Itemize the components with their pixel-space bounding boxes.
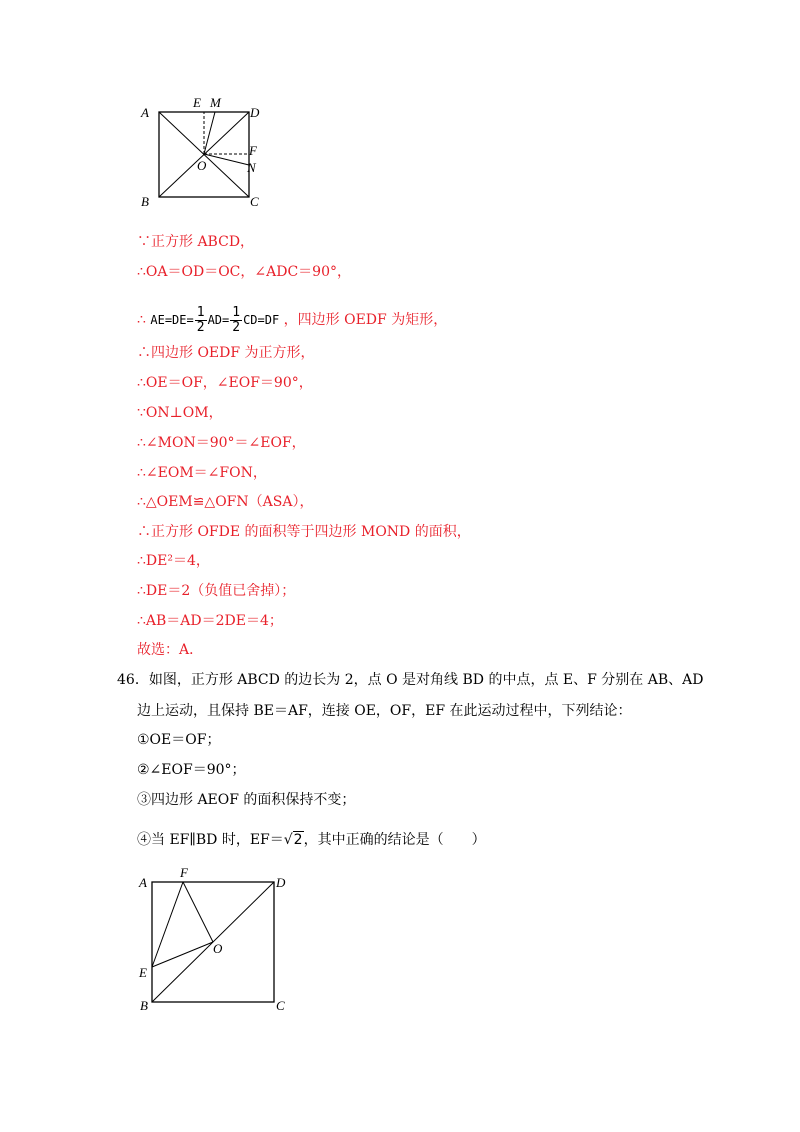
label-e-2: E — [139, 965, 147, 980]
segment-om — [204, 112, 215, 154]
solution-line-1: ∵正方形 ABCD， — [137, 234, 255, 250]
label-e: E — [193, 95, 201, 110]
solution-line-4: ∴四边形 OEDF 为正方形， — [137, 345, 315, 361]
option-4-prefix: ④当 EF∥BD 时，EF＝ — [137, 832, 284, 848]
figure-square-mond — [135, 92, 270, 212]
option-2: ②∠EOF＝90°； — [137, 762, 246, 778]
label-a-2: A — [139, 875, 147, 890]
label-a: A — [141, 105, 149, 120]
figure-square-aeof — [135, 865, 295, 1015]
solution-line-2: ∴OA＝OD＝OC，∠ADC＝90°， — [137, 264, 351, 280]
label-f-2: F — [180, 865, 188, 880]
sqrt-two: √2 — [283, 832, 303, 848]
segment-eo — [152, 942, 213, 967]
option-1: ①OE＝OF； — [137, 732, 221, 748]
label-c-2: C — [276, 998, 285, 1013]
solution-line-11: ∴DE²＝4， — [137, 553, 210, 569]
solution-line-7: ∴∠MON＝90°＝∠EOF， — [137, 435, 306, 451]
label-b: B — [141, 194, 149, 209]
solution-line-12: ∴DE＝2（负值已舍掉）； — [137, 583, 296, 599]
option-4-suffix: ，其中正确的结论是（ ） — [303, 832, 486, 848]
label-n: N — [247, 160, 256, 175]
option-3: ③四边形 AEOF 的面积保持不变； — [137, 792, 356, 808]
solution-line-14: 故选：A． — [137, 642, 204, 658]
label-f: F — [249, 143, 257, 158]
equation-ae-de: AE=DE= $\frac{1}{2}$ AD= $\frac{1}{2}$ CD=DF — [150, 305, 280, 335]
equation-tail: ，四边形 OEDF 为矩形， — [283, 312, 448, 328]
label-d-2: D — [276, 875, 286, 890]
label-o: O — [197, 158, 207, 173]
label-d: D — [250, 105, 260, 120]
label-b-2: B — [140, 998, 148, 1013]
solution-line-10: ∴正方形 OFDE 的面积等于四边形 MOND 的面积， — [137, 524, 471, 540]
segment-fo — [183, 882, 213, 942]
problem-46-line-2: 边上运动，且保持 BE＝AF，连接 OE，OF，EF 在此运动过程中，下列结论： — [137, 703, 632, 719]
option-4 — [137, 830, 486, 850]
label-o-2: O — [213, 941, 223, 956]
label-c: C — [250, 194, 259, 209]
solution-line-3 — [137, 300, 447, 340]
segment-ef — [152, 882, 183, 967]
solution-line-5: ∴OE＝OF，∠EOF＝90°， — [137, 375, 313, 391]
solution-line-13: ∴AB＝AD＝2DE＝4； — [137, 613, 283, 629]
solution-line-6: ∵ON⊥OM， — [137, 405, 223, 421]
therefore-symbol: ∴ — [137, 312, 146, 328]
problem-46-line-1: 46．如图，正方形 ABCD 的边长为 2，点 O 是对角线 BD 的中点，点 E、F 分别在 AB、AD — [117, 672, 704, 688]
solution-line-8: ∴∠EOM＝∠FON， — [137, 465, 267, 481]
label-m: M — [210, 95, 221, 110]
segment-on — [204, 154, 249, 165]
solution-line-9: ∴△OEM≌△OFN（ASA）， — [137, 494, 314, 510]
